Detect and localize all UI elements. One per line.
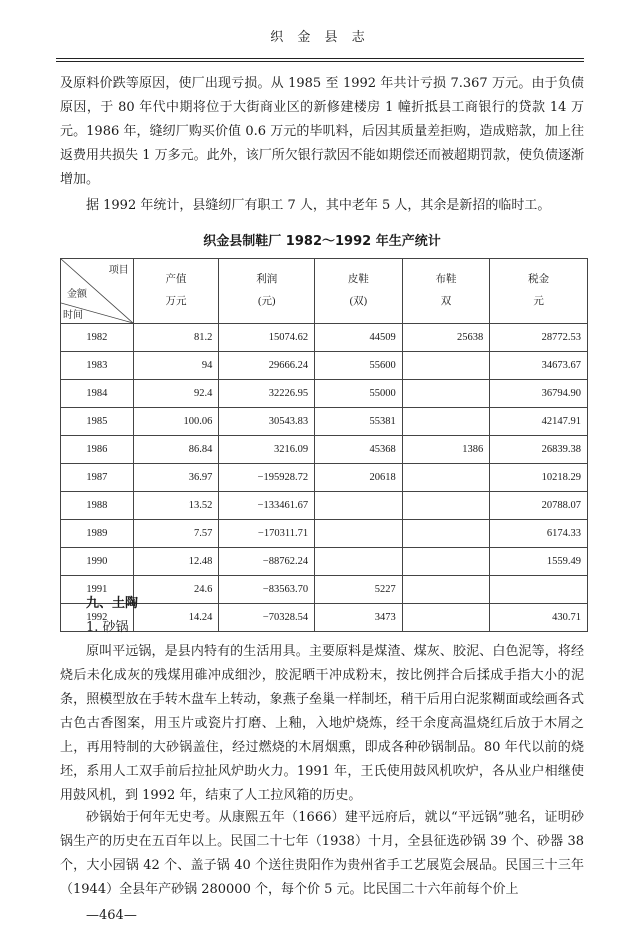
table-cell-tax: 10218.29	[490, 464, 588, 492]
paragraph-pottery-process: 原叫平远锅，是县内特有的生活用具。主要原料是煤渣、煤灰、胶泥、白色泥等，将经烧后未化成灰的残煤用碓冲成细沙，胶泥晒干冲成粉末，按比例拌合后揉成手指大小的泥条，照模型放在手转木盘车上转动，象燕子垒巢一样制坯，稍干后用白泥浆糊面或绘画各式古色古香图案，用玉片或瓷片打磨、上釉，入地炉烧炼，经干余度高温烧红后放于木屑之上，再用特制的大砂锅盖住，经过燃烧的木屑烟熏，即成各种砂锅制品。80 年代以前的烧坯，系用人工双手前后拉扯风炉助火力。1991 年，王氏使用鼓风机吹炉，各从业户相继使用鼓风机，到 1992 年，结束了人工拉风箱的历史。	[60, 644, 584, 803]
table-cell-tax: 26839.38	[490, 436, 588, 464]
table-cell-cloth	[402, 548, 490, 576]
table-row	[61, 408, 588, 436]
table-cell-leather: 44509	[315, 324, 403, 352]
table-cell-year: 1988	[61, 492, 134, 520]
column-header-unit: 双	[440, 296, 452, 307]
column-header-output	[133, 259, 219, 324]
table-cell-tax: 1559.49	[490, 548, 588, 576]
table-cell-year: 1989	[61, 520, 134, 548]
table-cell-profit: 15074.62	[219, 324, 315, 352]
table-cell-output: 24.6	[133, 576, 219, 604]
table-row	[61, 436, 588, 464]
table-cell-output: 94	[133, 352, 219, 380]
table-cell-cloth	[402, 520, 490, 548]
corner-label-amount: 金额	[67, 289, 87, 300]
table-cell-output: 92.4	[133, 380, 219, 408]
table-cell-profit: 32226.95	[219, 380, 315, 408]
table-cell-leather: 20618	[315, 464, 403, 492]
table-cell-cloth: 1386	[402, 436, 490, 464]
running-header: 织 金 县 志	[270, 30, 370, 45]
table-cell-leather	[315, 492, 403, 520]
corner-header-cell	[61, 259, 134, 324]
table-cell-year: 1985	[61, 408, 134, 436]
column-header-unit: 元	[533, 296, 544, 307]
table-cell-tax: 34673.67	[490, 352, 588, 380]
table-row	[61, 520, 588, 548]
table-cell-tax: 6174.33	[490, 520, 588, 548]
table-cell-output: 36.97	[133, 464, 219, 492]
table-cell-profit: −133461.67	[219, 492, 315, 520]
table-cell-output: 14.24	[133, 604, 219, 632]
table-row	[61, 352, 588, 380]
table-cell-leather: 5227	[315, 576, 403, 604]
column-header-label: 产值	[165, 274, 187, 285]
table-cell-profit: −195928.72	[219, 464, 315, 492]
table-row	[61, 324, 588, 352]
table-cell-output: 7.57	[133, 520, 219, 548]
table-cell-cloth	[402, 576, 490, 604]
table-row	[61, 464, 588, 492]
table-row	[61, 548, 588, 576]
table-cell-tax: 28772.53	[490, 324, 588, 352]
table-cell-profit: 3216.09	[219, 436, 315, 464]
table-cell-year: 1990	[61, 548, 134, 576]
table-cell-leather	[315, 520, 403, 548]
column-header-label: 布鞋	[435, 274, 457, 285]
subsection-title: 1. 砂锅	[86, 620, 129, 635]
table-cell-output: 81.2	[133, 324, 219, 352]
table-cell-profit: −170311.71	[219, 520, 315, 548]
table-cell-leather: 55600	[315, 352, 403, 380]
table-cell-tax: 430.71	[490, 604, 588, 632]
table-cell-year: 1987	[61, 464, 134, 492]
column-header-leather-shoes	[315, 259, 403, 324]
table-cell-leather: 55381	[315, 408, 403, 436]
table-cell-output: 13.52	[133, 492, 219, 520]
table-cell-output: 100.06	[133, 408, 219, 436]
corner-label-time: 时间	[63, 310, 83, 321]
table-cell-profit: −70328.54	[219, 604, 315, 632]
header-rule	[56, 58, 584, 62]
column-header-label: 皮鞋	[347, 274, 369, 285]
table-cell-cloth	[402, 604, 490, 632]
paragraph-losses: 及原料价跌等原因，使厂出现亏损。从 1985 至 1992 年共计亏损 7.367 万元。由于负债原因，于 80 年代中期将位于大街商业区的新修建楼房 1 幢折抵县工商银行的贷款 14 万元。1986 年，缝纫厂购买价值 0.6 万元的毕叽料，后因其质量差拒购，造成赔款，加上往返费用共损失 1 万多元。此外，该厂所欠银行款因不能如期偿还而被超期罚款，使负债逐渐增加。	[60, 76, 584, 187]
table-cell-leather	[315, 548, 403, 576]
table-cell-cloth	[402, 492, 490, 520]
table-cell-cloth	[402, 352, 490, 380]
table-row	[61, 492, 588, 520]
column-header-cloth-shoes	[402, 259, 490, 324]
table-cell-output: 86.84	[133, 436, 219, 464]
table-cell-tax: 20788.07	[490, 492, 588, 520]
column-header-unit: (元)	[257, 296, 276, 307]
table-cell-cloth: 25638	[402, 324, 490, 352]
paragraph-staff: 据 1992 年统计，县缝纫厂有职工 7 人，其中老年 5 人，其余是新招的临时工。	[86, 198, 551, 213]
paragraph-pottery-history: 砂锅始于何年无史考。从康熙五年（1666）建平远府后，就以“平远锅”驰名，证明砂锅生产的历史在五百年以上。民国二十七年（1938）十月，全县征选砂锅 39 个、砂器 38 个，大小园锅 42 个、盖子锅 40 个送往贵阳作为贵州省手工艺展览会展品。民国三十三年（1944）全县年产砂锅 280000 个，每个价 5 元。比民国二十六年前每个价上	[60, 810, 584, 897]
table-row	[61, 576, 588, 604]
table-cell-year: 1986	[61, 436, 134, 464]
table-cell-leather: 45368	[315, 436, 403, 464]
column-header-unit: 万元	[165, 296, 187, 307]
table-cell-tax	[490, 576, 588, 604]
column-header-unit: (双)	[349, 296, 368, 307]
production-stats-table	[60, 258, 588, 632]
table-header-row	[61, 259, 588, 324]
table-cell-profit: 30543.83	[219, 408, 315, 436]
column-header-tax	[490, 259, 588, 324]
column-header-label: 利润	[256, 274, 278, 285]
table-cell-year: 1984	[61, 380, 134, 408]
column-header-label: 税金	[528, 274, 550, 285]
table-cell-year: 1982	[61, 324, 134, 352]
table-cell-year: 1991	[61, 576, 134, 604]
section-title: 九、土陶	[86, 596, 139, 611]
table-cell-leather: 3473	[315, 604, 403, 632]
table-cell-tax: 42147.91	[490, 408, 588, 436]
table-cell-profit: −83563.70	[219, 576, 315, 604]
table-cell-leather: 55000	[315, 380, 403, 408]
table-cell-cloth	[402, 408, 490, 436]
table-cell-profit: 29666.24	[219, 352, 315, 380]
corner-label-item: 项目	[108, 265, 129, 276]
table-cell-tax: 36794.90	[490, 380, 588, 408]
table-cell-profit: −88762.24	[219, 548, 315, 576]
table-cell-year: 1983	[61, 352, 134, 380]
table-row	[61, 380, 588, 408]
table-cell-cloth	[402, 380, 490, 408]
table-cell-cloth	[402, 464, 490, 492]
page-number: —464—	[86, 908, 137, 923]
table-cell-output: 12.48	[133, 548, 219, 576]
table-title: 织金县制鞋厂 1982～1992 年生产统计	[203, 234, 441, 249]
table-body	[61, 324, 588, 632]
table-row	[61, 604, 588, 632]
column-header-profit	[219, 259, 315, 324]
table-cell-year: 1992	[61, 604, 134, 632]
